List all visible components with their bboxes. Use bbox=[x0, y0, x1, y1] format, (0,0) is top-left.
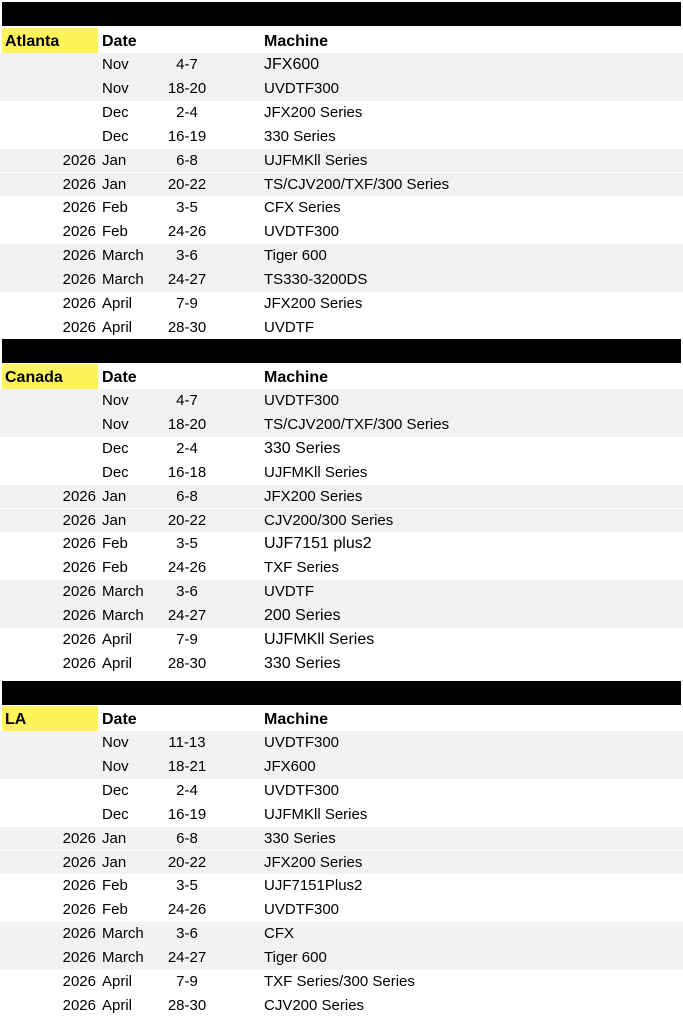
year-cell: 2026 bbox=[62, 511, 96, 529]
year-cell: 2026 bbox=[62, 175, 96, 193]
section-header bbox=[0, 28, 683, 53]
year-cell: 2026 bbox=[62, 295, 96, 312]
machine-cell: 330 Series bbox=[264, 439, 341, 457]
table-row bbox=[0, 53, 683, 77]
machine-cell: UVDTF300 bbox=[264, 781, 340, 799]
days-cell: 20-22 bbox=[167, 175, 207, 193]
date-header: Date bbox=[102, 33, 137, 50]
days-cell: 3-6 bbox=[176, 925, 198, 943]
section-divider-bar bbox=[2, 2, 681, 26]
month-cell: Jan bbox=[102, 151, 127, 169]
year-cell: 2026 bbox=[62, 631, 96, 648]
days-cell: 7-9 bbox=[176, 631, 198, 648]
table-row bbox=[0, 125, 683, 149]
year-cell: 2026 bbox=[62, 271, 96, 289]
machine-cell: UJFMKll Series bbox=[264, 151, 368, 169]
month-cell: Jan bbox=[102, 511, 127, 529]
days-cell: 2-4 bbox=[176, 781, 198, 799]
days-cell: 3-5 bbox=[176, 535, 198, 553]
month-cell: Feb bbox=[102, 901, 128, 919]
machine-cell: TS/CJV200/TXF/300 Series bbox=[264, 175, 450, 193]
year-cell: 2026 bbox=[62, 559, 96, 577]
month-cell: March bbox=[102, 607, 144, 625]
days-cell: 6-8 bbox=[176, 151, 198, 169]
table-row bbox=[0, 994, 683, 1018]
days-cell: 28-30 bbox=[167, 996, 207, 1014]
section-header bbox=[0, 706, 683, 731]
table-row bbox=[0, 196, 683, 220]
machine-cell: UVDTF300 bbox=[264, 901, 340, 919]
days-cell: 16-19 bbox=[167, 805, 207, 823]
machine-cell: JFX600 bbox=[264, 56, 320, 73]
table-row bbox=[0, 485, 683, 509]
month-cell: March bbox=[102, 583, 144, 601]
year-cell: 2026 bbox=[62, 654, 96, 672]
year-cell: 2026 bbox=[62, 247, 96, 265]
machine-cell: UVDTF300 bbox=[264, 392, 340, 409]
machine-header: Machine bbox=[264, 711, 329, 728]
year-cell: 2026 bbox=[62, 949, 96, 967]
table-row bbox=[0, 851, 683, 875]
month-cell: Feb bbox=[102, 199, 128, 217]
table-row bbox=[0, 779, 683, 803]
days-cell: 28-30 bbox=[167, 318, 207, 336]
table-row bbox=[0, 628, 683, 652]
table-row bbox=[0, 77, 683, 101]
month-cell: Nov bbox=[102, 56, 129, 73]
days-cell: 7-9 bbox=[176, 973, 198, 990]
machine-cell: UVDTF bbox=[264, 583, 314, 601]
machine-cell: 330 Series bbox=[264, 654, 341, 672]
days-cell: 24-26 bbox=[167, 223, 207, 241]
year-cell: 2026 bbox=[62, 877, 96, 895]
table-row bbox=[0, 755, 683, 779]
table-row bbox=[0, 244, 683, 268]
machine-cell: JFX200 Series bbox=[264, 853, 363, 871]
days-cell: 16-19 bbox=[167, 127, 207, 145]
month-cell: Feb bbox=[102, 535, 128, 553]
month-cell: April bbox=[102, 318, 133, 336]
month-cell: April bbox=[102, 654, 133, 672]
section-divider-bar bbox=[2, 339, 681, 363]
month-cell: Jan bbox=[102, 829, 127, 847]
month-cell: Dec bbox=[102, 439, 129, 457]
table-row bbox=[0, 827, 683, 851]
month-cell: April bbox=[102, 631, 133, 648]
table-row bbox=[0, 268, 683, 292]
table-row bbox=[0, 874, 683, 898]
year-cell: 2026 bbox=[62, 151, 96, 169]
month-cell: Dec bbox=[102, 103, 129, 121]
month-cell: Dec bbox=[102, 781, 129, 799]
table-row bbox=[0, 898, 683, 922]
table-row bbox=[0, 731, 683, 755]
table-row bbox=[0, 149, 683, 173]
machine-cell: UJFMKll Series bbox=[264, 631, 375, 648]
table-row bbox=[0, 652, 683, 676]
month-cell: Jan bbox=[102, 853, 127, 871]
days-cell: 16-18 bbox=[167, 463, 207, 481]
days-cell: 3-6 bbox=[176, 583, 198, 601]
days-cell: 3-5 bbox=[176, 199, 198, 217]
month-cell: Nov bbox=[102, 415, 129, 433]
machine-cell: UVDTF300 bbox=[264, 223, 340, 241]
month-cell: Dec bbox=[102, 463, 129, 481]
region-label: Canada bbox=[2, 364, 98, 389]
table-row bbox=[0, 173, 683, 197]
machine-cell: 330 Series bbox=[264, 127, 336, 145]
machine-cell: UJFMKll Series bbox=[264, 805, 368, 823]
month-cell: March bbox=[102, 949, 144, 967]
month-cell: March bbox=[102, 271, 144, 289]
region-label: LA bbox=[2, 706, 98, 731]
machine-cell: TS330-3200DS bbox=[264, 271, 368, 289]
table-row bbox=[0, 220, 683, 244]
machine-cell: CFX Series bbox=[264, 199, 341, 217]
days-cell: 7-9 bbox=[176, 295, 198, 312]
machine-cell: TXF Series bbox=[264, 559, 340, 577]
days-cell: 28-30 bbox=[167, 654, 207, 672]
table-row bbox=[0, 604, 683, 628]
date-header: Date bbox=[102, 369, 137, 386]
days-cell: 18-20 bbox=[167, 415, 207, 433]
days-cell: 4-7 bbox=[176, 392, 198, 409]
machine-cell: UJF7151Plus2 bbox=[264, 877, 363, 895]
machine-cell: Tiger 600 bbox=[264, 949, 327, 967]
machine-cell: CFX bbox=[264, 925, 294, 943]
month-cell: Nov bbox=[102, 757, 129, 775]
machine-cell: TXF Series/300 Series bbox=[264, 973, 415, 990]
year-cell: 2026 bbox=[62, 318, 96, 336]
table-row bbox=[0, 101, 683, 125]
table-row bbox=[0, 946, 683, 970]
days-cell: 24-27 bbox=[167, 271, 207, 289]
days-cell: 24-27 bbox=[167, 949, 207, 967]
days-cell: 4-7 bbox=[176, 56, 198, 73]
month-cell: Feb bbox=[102, 559, 128, 577]
year-cell: 2026 bbox=[62, 925, 96, 943]
machine-cell: CJV200 Series bbox=[264, 996, 365, 1014]
month-cell: Feb bbox=[102, 877, 128, 895]
month-cell: Jan bbox=[102, 175, 127, 193]
table-row bbox=[0, 389, 683, 413]
date-header: Date bbox=[102, 711, 137, 728]
days-cell: 24-26 bbox=[167, 901, 207, 919]
machine-cell: 200 Series bbox=[264, 607, 341, 625]
month-cell: Jan bbox=[102, 487, 127, 505]
machine-cell: TS/CJV200/TXF/300 Series bbox=[264, 415, 450, 433]
month-cell: Feb bbox=[102, 223, 128, 241]
machine-cell: UVDTF300 bbox=[264, 79, 340, 97]
table-row bbox=[0, 413, 683, 437]
table-row bbox=[0, 461, 683, 485]
month-cell: March bbox=[102, 925, 144, 943]
days-cell: 24-26 bbox=[167, 559, 207, 577]
month-cell: April bbox=[102, 973, 133, 990]
days-cell: 20-22 bbox=[167, 853, 207, 871]
year-cell: 2026 bbox=[62, 829, 96, 847]
days-cell: 6-8 bbox=[176, 487, 198, 505]
table-row bbox=[0, 580, 683, 604]
table-row bbox=[0, 970, 683, 994]
table-row bbox=[0, 292, 683, 316]
days-cell: 11-13 bbox=[168, 734, 206, 751]
days-cell: 18-21 bbox=[167, 757, 207, 775]
month-cell: March bbox=[102, 247, 144, 265]
days-cell: 3-6 bbox=[176, 247, 198, 265]
days-cell: 18-20 bbox=[167, 79, 207, 97]
year-cell: 2026 bbox=[62, 199, 96, 217]
month-cell: April bbox=[102, 996, 133, 1014]
machine-cell: JFX600 bbox=[264, 757, 316, 775]
days-cell: 6-8 bbox=[176, 829, 198, 847]
table-row bbox=[0, 509, 683, 533]
year-cell: 2026 bbox=[62, 973, 96, 990]
machine-cell: UJF7151 plus2 bbox=[264, 535, 372, 553]
machine-header: Machine bbox=[264, 33, 329, 50]
machine-cell: JFX200 Series bbox=[264, 295, 363, 312]
year-cell: 2026 bbox=[62, 853, 96, 871]
month-cell: Nov bbox=[102, 79, 129, 97]
year-cell: 2026 bbox=[62, 996, 96, 1014]
month-cell: Nov bbox=[102, 392, 129, 409]
year-cell: 2026 bbox=[62, 901, 96, 919]
section-header bbox=[0, 364, 683, 389]
table-row bbox=[0, 803, 683, 827]
table-row bbox=[0, 532, 683, 556]
region-label: Atlanta bbox=[2, 28, 98, 53]
year-cell: 2026 bbox=[62, 487, 96, 505]
days-cell: 2-4 bbox=[176, 103, 198, 121]
table-row bbox=[0, 316, 683, 340]
month-cell: Dec bbox=[102, 805, 129, 823]
year-cell: 2026 bbox=[62, 223, 96, 241]
machine-cell: JFX200 Series bbox=[264, 487, 363, 505]
days-cell: 24-27 bbox=[167, 607, 207, 625]
month-cell: Nov bbox=[102, 734, 129, 751]
machine-header: Machine bbox=[264, 369, 329, 386]
table-row bbox=[0, 556, 683, 580]
days-cell: 20-22 bbox=[167, 511, 207, 529]
machine-cell: UVDTF300 bbox=[264, 734, 340, 751]
days-cell: 3-5 bbox=[176, 877, 198, 895]
year-cell: 2026 bbox=[62, 607, 96, 625]
machine-cell: UJFMKll Series bbox=[264, 463, 368, 481]
month-cell: Dec bbox=[102, 127, 129, 145]
year-cell: 2026 bbox=[62, 583, 96, 601]
year-cell: 2026 bbox=[62, 535, 96, 553]
machine-cell: JFX200 Series bbox=[264, 103, 363, 121]
machine-cell: CJV200/300 Series bbox=[264, 511, 394, 529]
machine-cell: UVDTF bbox=[264, 318, 314, 336]
days-cell: 2-4 bbox=[176, 439, 198, 457]
table-row bbox=[0, 437, 683, 461]
machine-cell: 330 Series bbox=[264, 829, 336, 847]
machine-cell: Tiger 600 bbox=[264, 247, 327, 265]
month-cell: April bbox=[102, 295, 133, 312]
table-row bbox=[0, 922, 683, 946]
section-divider-bar bbox=[2, 681, 681, 705]
